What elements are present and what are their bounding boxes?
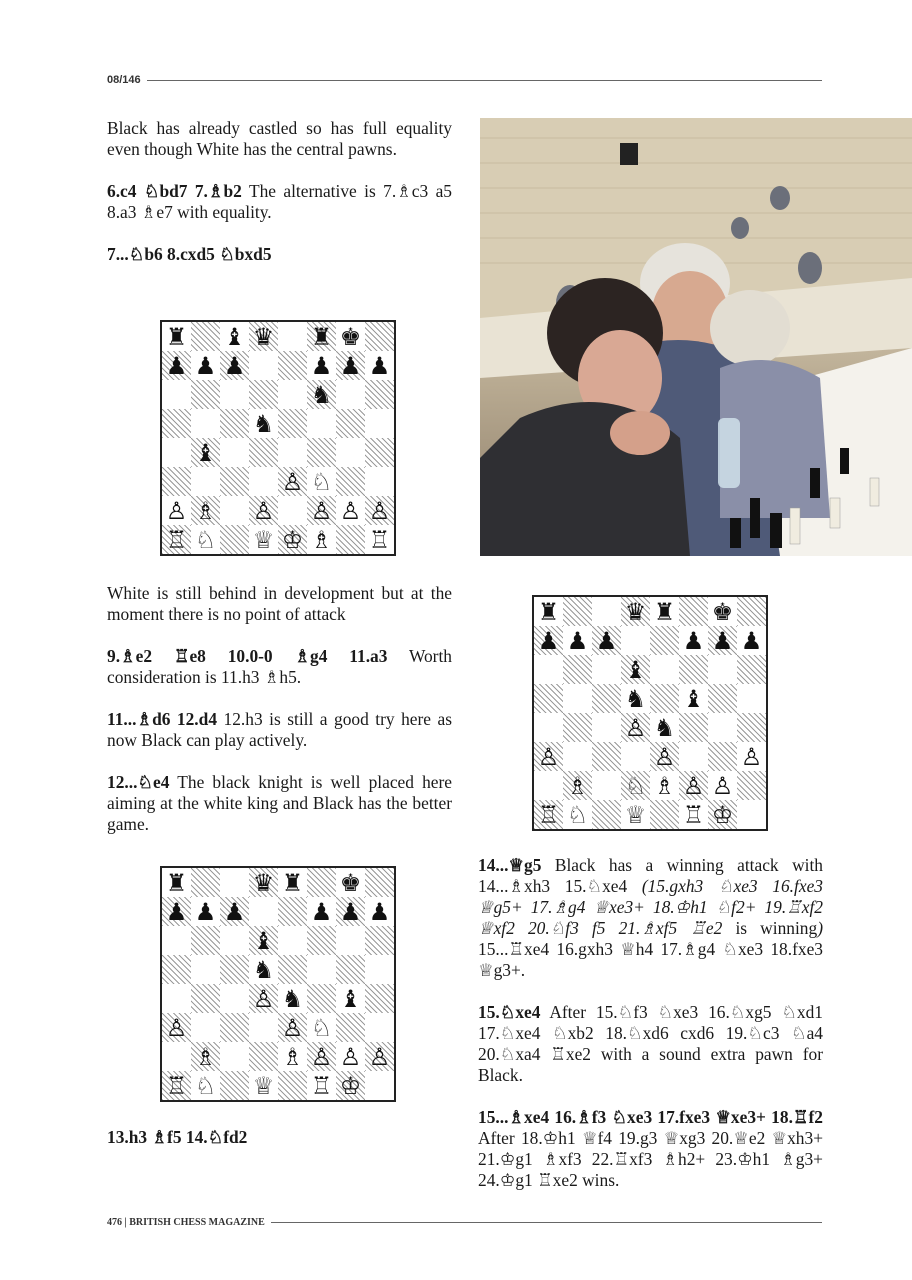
- board-square: [336, 955, 365, 984]
- white-bishop-icon: ♗: [563, 771, 592, 800]
- black-pawn-icon: ♟: [368, 351, 391, 380]
- board-square: [336, 467, 365, 496]
- board-square: [737, 684, 766, 713]
- black-knight-icon: ♞: [653, 713, 676, 742]
- board-square: [249, 351, 278, 380]
- white-pawn-icon: ♙: [679, 771, 708, 800]
- board-square: [191, 926, 220, 955]
- board-square: [563, 742, 592, 771]
- board-square: [278, 496, 307, 525]
- black-rook-icon: ♜: [165, 868, 188, 897]
- black-pawn-icon: ♟: [310, 897, 333, 926]
- board-square: [365, 984, 394, 1013]
- white-pawn-icon: ♙: [339, 1042, 362, 1071]
- board-square: [220, 438, 249, 467]
- board-square: [307, 955, 336, 984]
- photo-illustration: [480, 118, 912, 556]
- board-square: [191, 467, 220, 496]
- white-queen-icon: ♕: [252, 1071, 275, 1100]
- board-square: [220, 868, 249, 897]
- board-square: [191, 1013, 220, 1042]
- paragraph: 14...♕g5 Black has a winning attack with 14...♗xh3 15.♘xe4 (15.gxh3 ♘xe3 16.fxe3 ♕g5+ 17.♗g4 ♕xe3+ 18.♔h1 ♘f2+ 19.♖xf2 ♕xf2 20.♘f3 f5 21.♗xf5 ♖e2 is winning) 15...♖xe4 16.gxh3 ♕h4 17.♗g4 ♘xe3 18.fxe3 ♕g3+.: [478, 855, 823, 980]
- black-rook-icon: ♜: [537, 597, 560, 626]
- white-knight-icon: ♘: [310, 467, 333, 496]
- white-pawn-icon: ♙: [307, 496, 336, 525]
- board-square: [307, 438, 336, 467]
- white-bishop-icon: ♗: [310, 525, 333, 554]
- white-pawn-icon: ♙: [249, 496, 278, 525]
- board-square: [162, 984, 191, 1013]
- board-square: [650, 684, 679, 713]
- board-square: [592, 684, 621, 713]
- white-pawn-icon: ♙: [162, 1013, 191, 1042]
- board-square: [708, 655, 737, 684]
- black-king-icon: ♚: [339, 322, 362, 351]
- black-bishop-icon: ♝: [621, 655, 650, 684]
- board-square: [278, 438, 307, 467]
- black-queen-icon: ♛: [249, 868, 278, 897]
- chess-tournament-photo: [480, 118, 912, 556]
- board-square: [679, 742, 708, 771]
- paragraph: White is still behind in development but at the moment there is no point of attack: [107, 583, 452, 624]
- board-square: [365, 926, 394, 955]
- paragraph: 11...♗d6 12.d4 12.h3 is still a good try here as now Black can play actively.: [107, 709, 452, 750]
- board-square: [278, 926, 307, 955]
- board-square: [365, 380, 394, 409]
- footer-text: 476 | BRITISH CHESS MAGAZINE: [107, 1217, 265, 1228]
- white-knight-icon: ♘: [194, 525, 217, 554]
- board-square: [249, 438, 278, 467]
- black-pawn-icon: ♟: [194, 897, 217, 926]
- board-square: [679, 597, 708, 626]
- board-square: [563, 713, 592, 742]
- board-square: [278, 1071, 307, 1100]
- board-square: [191, 380, 220, 409]
- black-bishop-icon: ♝: [682, 684, 705, 713]
- board-square: [365, 868, 394, 897]
- board-square: [365, 1013, 394, 1042]
- black-pawn-icon: ♟: [368, 897, 391, 926]
- page-footer: [107, 1217, 822, 1228]
- black-pawn-icon: ♟: [740, 626, 763, 655]
- white-pawn-icon: ♙: [249, 984, 278, 1013]
- black-rook-icon: ♜: [653, 597, 676, 626]
- black-knight-icon: ♞: [252, 955, 275, 984]
- black-knight-icon: ♞: [307, 380, 336, 409]
- white-pawn-icon: ♙: [621, 713, 650, 742]
- white-king-icon: ♔: [336, 1071, 365, 1100]
- board-square: [220, 409, 249, 438]
- paragraph: 9.♗e2 ♖e8 10.0-0 ♗g4 11.a3 Worth consideration is 11.h3 ♗h5.: [107, 646, 453, 687]
- board-square: [278, 897, 307, 926]
- black-pawn-icon: ♟: [336, 351, 365, 380]
- left-column-text-2: [107, 583, 452, 835]
- white-rook-icon: ♖: [368, 525, 391, 554]
- board-square: [365, 322, 394, 351]
- board-square: [191, 984, 220, 1013]
- white-knight-icon: ♘: [194, 1071, 217, 1100]
- right-column-text: [478, 855, 823, 1191]
- board-square: [737, 800, 766, 829]
- black-pawn-icon: ♟: [220, 351, 249, 380]
- white-queen-icon: ♕: [252, 525, 275, 554]
- board-square: [162, 380, 191, 409]
- board-square: [162, 1042, 191, 1071]
- black-knight-icon: ♞: [252, 409, 275, 438]
- board-square: [162, 467, 191, 496]
- white-pawn-icon: ♙: [650, 742, 679, 771]
- white-queen-icon: ♕: [624, 800, 647, 829]
- board-square: [220, 955, 249, 984]
- board-square: [365, 1071, 394, 1100]
- board-square: [534, 771, 563, 800]
- board-square: [737, 771, 766, 800]
- black-bishop-icon: ♝: [249, 926, 278, 955]
- white-pawn-icon: ♙: [534, 742, 563, 771]
- white-pawn-icon: ♙: [365, 496, 394, 525]
- black-pawn-icon: ♟: [682, 626, 705, 655]
- black-pawn-icon: ♟: [310, 351, 333, 380]
- board-square: [592, 800, 621, 829]
- black-pawn-icon: ♟: [708, 626, 737, 655]
- white-pawn-icon: ♙: [165, 496, 188, 525]
- left-column-text-3: [107, 1127, 452, 1148]
- board-square: [650, 626, 679, 655]
- white-rook-icon: ♖: [682, 800, 705, 829]
- black-pawn-icon: ♟: [592, 626, 621, 655]
- board-square: [191, 868, 220, 897]
- board-square: [220, 1013, 249, 1042]
- board-square: [737, 597, 766, 626]
- left-column-text-1: [107, 118, 452, 265]
- white-bishop-icon: ♗: [191, 1042, 220, 1071]
- board-square: [621, 626, 650, 655]
- white-rook-icon: ♖: [310, 1071, 333, 1100]
- black-rook-icon: ♜: [165, 322, 188, 351]
- black-bishop-icon: ♝: [191, 438, 220, 467]
- board-square: [534, 713, 563, 742]
- board-square: [249, 1042, 278, 1071]
- black-king-icon: ♚: [711, 597, 734, 626]
- board-square: [307, 409, 336, 438]
- white-rook-icon: ♖: [534, 800, 563, 829]
- paragraph: 15...♗xe4 16.♗f3 ♘xe3 17.fxe3 ♕xe3+ 18.♖f2 After 18.♔h1 ♕f4 19.g3 ♕xg3 20.♕e2 ♕xh3+ 21.♔g1 ♗xf3 22.♖xf3 ♗h2+ 23.♔h1 ♗g3+ 24.♔g1 ♖xe2 wins.: [478, 1107, 823, 1190]
- white-pawn-icon: ♙: [339, 496, 362, 525]
- board-square: [220, 1042, 249, 1071]
- paragraph: 7...♘b6 8.cxd5 ♘bxd5: [107, 244, 272, 264]
- board-square: [220, 496, 249, 525]
- black-pawn-icon: ♟: [194, 351, 217, 380]
- white-bishop-icon: ♗: [191, 496, 220, 525]
- white-pawn-icon: ♙: [278, 1013, 307, 1042]
- white-pawn-icon: ♙: [711, 771, 734, 800]
- white-bishop-icon: ♗: [281, 1042, 304, 1071]
- board-square: [249, 380, 278, 409]
- board-square: [708, 742, 737, 771]
- black-bishop-icon: ♝: [339, 984, 362, 1013]
- board-square: [650, 655, 679, 684]
- footer-rule: [271, 1222, 822, 1223]
- white-rook-icon: ♖: [162, 525, 191, 554]
- board-square: [592, 597, 621, 626]
- black-queen-icon: ♛: [249, 322, 278, 351]
- board-square: [563, 684, 592, 713]
- board-square: [220, 926, 249, 955]
- board-square: [592, 771, 621, 800]
- board-square: [278, 322, 307, 351]
- board-square: [563, 655, 592, 684]
- white-knight-icon: ♘: [621, 771, 650, 800]
- white-pawn-icon: ♙: [278, 467, 307, 496]
- board-square: [563, 597, 592, 626]
- board-square: [679, 655, 708, 684]
- black-pawn-icon: ♟: [162, 897, 191, 926]
- board-square: [278, 351, 307, 380]
- black-knight-icon: ♞: [624, 684, 647, 713]
- board-square: [737, 713, 766, 742]
- board-square: [307, 984, 336, 1013]
- board-square: [534, 655, 563, 684]
- chess-diagram-2: [532, 595, 768, 831]
- board-square: [708, 684, 737, 713]
- board-square: [162, 955, 191, 984]
- paragraph: 15.♘xe4 After 15.♘f3 ♘xe3 16.♘xg5 ♘xd1 17.♘xe4 ♘xb2 18.♘xd6 cxd6 19.♘c3 ♘a4 20.♘xa4 ♖xe2 with a sound extra pawn for Black.: [478, 1002, 823, 1085]
- board-square: [249, 467, 278, 496]
- board-square: [365, 955, 394, 984]
- board-square: [679, 713, 708, 742]
- black-pawn-icon: ♟: [336, 897, 365, 926]
- white-pawn-icon: ♙: [365, 1042, 394, 1071]
- page-number: 08/146: [107, 74, 141, 86]
- board-square: [365, 409, 394, 438]
- board-square: [336, 438, 365, 467]
- black-pawn-icon: ♟: [534, 626, 563, 655]
- board-square: [220, 1071, 249, 1100]
- board-square: [191, 322, 220, 351]
- page-header: [107, 74, 822, 86]
- board-square: [191, 409, 220, 438]
- board-square: [162, 926, 191, 955]
- white-king-icon: ♔: [278, 525, 307, 554]
- board-square: [307, 926, 336, 955]
- black-knight-icon: ♞: [281, 984, 304, 1013]
- board-square: [336, 380, 365, 409]
- paragraph: 6.c4 ♘bd7 7.♗b2 The alternative is 7.♗c3 a5 8.a3 ♗e7 with equality.: [107, 181, 452, 222]
- board-square: [162, 438, 191, 467]
- board-square: [336, 1013, 365, 1042]
- paragraph: 13.h3 ♗f5 14.♘fd2: [107, 1127, 248, 1147]
- black-rook-icon: ♜: [281, 868, 304, 897]
- board-square: [220, 467, 249, 496]
- white-pawn-icon: ♙: [740, 742, 763, 771]
- black-rook-icon: ♜: [307, 322, 336, 351]
- black-pawn-icon: ♟: [162, 351, 191, 380]
- board-square: [650, 800, 679, 829]
- board-square: [592, 713, 621, 742]
- white-knight-icon: ♘: [310, 1013, 333, 1042]
- white-rook-icon: ♖: [162, 1071, 191, 1100]
- board-square: [365, 467, 394, 496]
- board-square: [278, 409, 307, 438]
- black-king-icon: ♚: [339, 868, 362, 897]
- board-square: [336, 409, 365, 438]
- board-square: [162, 409, 191, 438]
- white-knight-icon: ♘: [566, 800, 589, 829]
- black-queen-icon: ♛: [621, 597, 650, 626]
- chess-diagram-1: [160, 320, 396, 556]
- board-square: [220, 525, 249, 554]
- chess-diagram-3: [160, 866, 396, 1102]
- board-square: [534, 684, 563, 713]
- board-square: [336, 525, 365, 554]
- board-square: [592, 655, 621, 684]
- white-king-icon: ♔: [708, 800, 737, 829]
- white-bishop-icon: ♗: [653, 771, 676, 800]
- board-square: [592, 742, 621, 771]
- black-pawn-icon: ♟: [220, 897, 249, 926]
- board-square: [708, 713, 737, 742]
- white-pawn-icon: ♙: [307, 1042, 336, 1071]
- paragraph: Black has already castled so has full equality even though White has the central pawns.: [107, 118, 452, 159]
- board-square: [307, 868, 336, 897]
- board-square: [249, 897, 278, 926]
- board-square: [737, 655, 766, 684]
- board-square: [621, 742, 650, 771]
- board-square: [365, 438, 394, 467]
- board-square: [336, 926, 365, 955]
- header-rule: [147, 80, 822, 81]
- board-square: [220, 984, 249, 1013]
- board-square: [249, 1013, 278, 1042]
- paragraph: 12...♘e4 The black knight is well placed here aiming at the white king and Black has the better game.: [107, 772, 452, 834]
- black-pawn-icon: ♟: [566, 626, 589, 655]
- black-bishop-icon: ♝: [223, 322, 246, 351]
- board-square: [191, 955, 220, 984]
- board-square: [220, 380, 249, 409]
- board-square: [278, 380, 307, 409]
- board-square: [278, 955, 307, 984]
